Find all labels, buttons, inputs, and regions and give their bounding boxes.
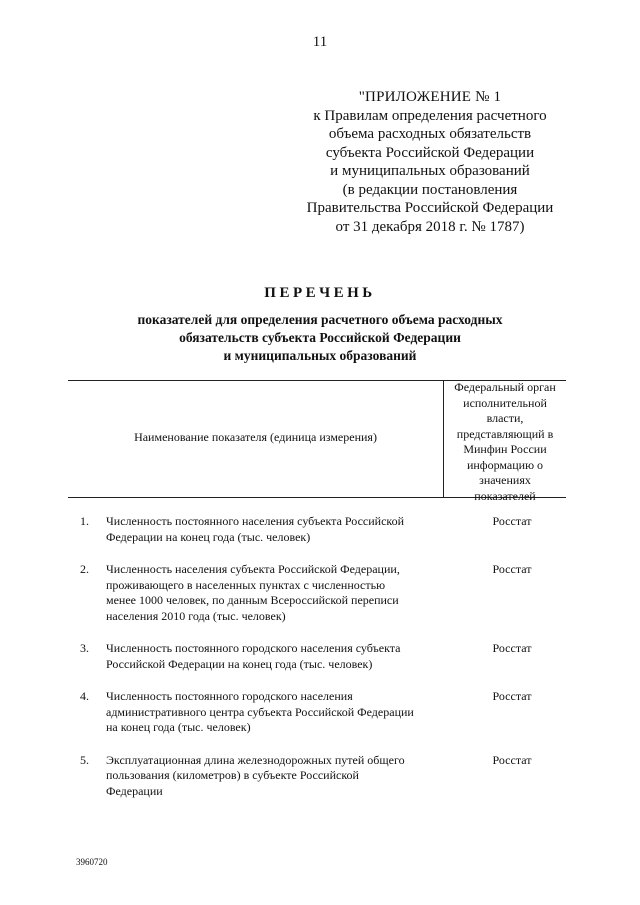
page-number: 11 bbox=[312, 34, 328, 50]
row-text-line: Эксплуатационная длина железнодорожных путей общего bbox=[106, 752, 405, 767]
column-header-agency-line: власти, bbox=[486, 411, 524, 425]
row-text-line: на конец года (тыс. человек) bbox=[106, 720, 251, 734]
row-agency: Росстат bbox=[492, 689, 532, 703]
appendix-line: Правительства Российской Федерации bbox=[306, 200, 554, 216]
row-indicator-name bbox=[106, 753, 451, 800]
appendix-line: к Правилам определения расчетного bbox=[313, 107, 547, 124]
row-text-line: менее 1000 человек, по данным Всероссийской переписи bbox=[106, 593, 399, 607]
row-agency: Росстат bbox=[492, 514, 532, 528]
table-row bbox=[0, 641, 640, 672]
table-row bbox=[0, 514, 640, 545]
list-subtitle-line: показателей для определения расчетного объема расходных bbox=[137, 312, 503, 327]
row-number: 1. bbox=[80, 514, 89, 528]
column-header-agency-line: представляющий в bbox=[456, 426, 554, 441]
row-indicator-name bbox=[106, 562, 451, 624]
row-text-line: Федерации bbox=[106, 783, 163, 798]
document-code: 3960720 bbox=[76, 857, 108, 867]
appendix-line: объема расходных обязательств bbox=[328, 126, 532, 142]
row-text-line: пользования (километров) в субъекте Российской bbox=[106, 768, 359, 782]
row-text-line: административного центра субъекта Российской Федерации bbox=[106, 704, 414, 719]
column-header-name: Наименование показателя (единица измерения) bbox=[134, 430, 377, 444]
column-header-agency-line: информацию о bbox=[466, 457, 544, 472]
row-agency: Росстат bbox=[492, 752, 532, 767]
appendix-title: "ПРИЛОЖЕНИЕ № 1 bbox=[358, 89, 502, 105]
column-header-agency-line: значениях bbox=[479, 473, 531, 487]
column-header-agency bbox=[444, 380, 566, 504]
appendix-line: и муниципальных образований bbox=[330, 163, 530, 179]
column-header-agency-line: Федеральный орган bbox=[454, 380, 556, 394]
row-text-line: Численность постоянного городского населения bbox=[106, 689, 353, 703]
row-text-line: Численность населения субъекта Российской Федерации, bbox=[106, 562, 400, 576]
appendix-line: (в редакции постановления bbox=[342, 181, 518, 198]
row-agency: Росстат bbox=[492, 641, 532, 655]
row-number: 4. bbox=[80, 689, 89, 703]
row-number: 5. bbox=[80, 752, 89, 767]
table-row bbox=[0, 562, 640, 624]
row-text-line: Численность постоянного населения субъекта Российской bbox=[106, 514, 405, 528]
table-body bbox=[0, 514, 640, 799]
column-header-agency-line: исполнительной bbox=[463, 395, 547, 410]
row-text-line: проживающего в населенных пунктах с численностью bbox=[106, 577, 386, 592]
row-text-line: Федерации на конец года (тыс. человек) bbox=[106, 529, 311, 544]
list-subtitle-line: обязательств субъекта Российской Федерации bbox=[179, 330, 461, 345]
table-row bbox=[0, 689, 640, 736]
row-indicator-name bbox=[106, 514, 451, 545]
column-header-agency-line: Минфин России bbox=[463, 442, 547, 456]
appendix-line: субъекта Российской Федерации bbox=[325, 144, 535, 161]
row-agency: Росстат bbox=[492, 562, 532, 576]
row-text-line: населения 2010 года (тыс. человек) bbox=[106, 608, 286, 623]
row-number: 2. bbox=[80, 562, 89, 576]
appendix-line: от 31 декабря 2018 г. № 1787) bbox=[335, 218, 525, 235]
row-indicator-name bbox=[106, 641, 451, 672]
table-row bbox=[0, 753, 640, 800]
list-subtitle bbox=[90, 311, 550, 365]
row-indicator-name bbox=[106, 689, 451, 736]
row-number: 3. bbox=[80, 641, 89, 655]
appendix-header bbox=[300, 88, 560, 236]
column-header-agency-line: показателей bbox=[474, 488, 536, 503]
list-title: ПЕРЕЧЕНЬ bbox=[264, 285, 376, 301]
list-subtitle-line: и муниципальных образований bbox=[223, 348, 417, 363]
row-text-line: Российской Федерации на конец года (тыс. человек) bbox=[106, 656, 373, 671]
row-text-line: Численность постоянного городского населения субъекта bbox=[106, 641, 401, 655]
